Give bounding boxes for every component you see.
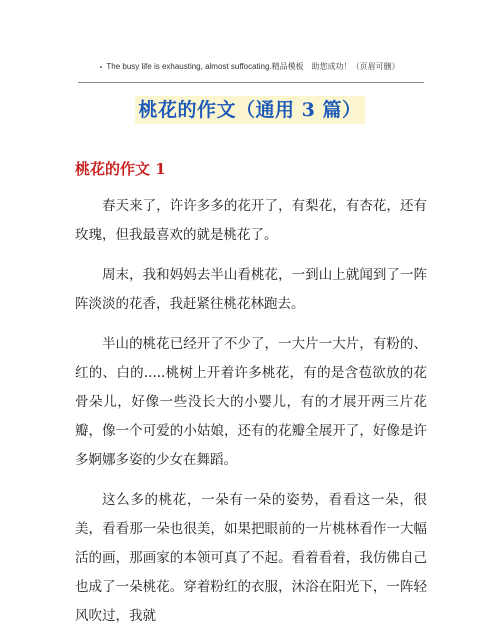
paragraph-3: 半山的桃花已经开了不少了，一大片一大片，有粉的、红的、白的.....桃树上开着许多桃花，有的是含苞欲放的花骨朵儿，好像一些没长大的小婴儿，有的才展开两三片花瓣，像一个可爱的小姑娘，还有的花瓣全展开了，好像是许多婀娜多姿的少女在舞蹈。 — [75, 336, 427, 468]
header-note-english: The busy life is exhausting, almost suffocating. — [106, 62, 272, 71]
paragraph-2: 周末，我和妈妈去半山看桃花，一到山上就闻到了一阵阵淡淡的花香，我赶紧往桃花林跑去。 — [75, 267, 427, 312]
paragraph-4: 这么多的桃花，一朵有一朵的姿势，看看这一朵，很美，看看那一朵也很美，如果把眼前的一片桃林看作一大幅活的画，那画家的本领可真了不起。看着看着，我仿佛自己也成了一朵桃花。穿着粉红的衣服，沐浴在阳光下，一阵轻风吹过，我就 — [75, 492, 427, 624]
document-title: 桃花的作文（通用 3 篇） — [135, 96, 366, 124]
section-heading: 桃花的作文 1 — [75, 160, 166, 178]
page-header-note — [0, 62, 500, 72]
bullet-dot-icon — [100, 66, 102, 68]
header-divider — [78, 82, 424, 83]
essay-body — [75, 192, 427, 642]
header-note-chinese: 精品模板 助您成功！（页眉可删） — [271, 62, 400, 71]
document-title-wrapper — [0, 96, 500, 124]
paragraph-1: 春天来了，许许多多的花开了，有梨花，有杏花，还有玫瑰，但我最喜欢的就是桃花了。 — [75, 198, 427, 243]
